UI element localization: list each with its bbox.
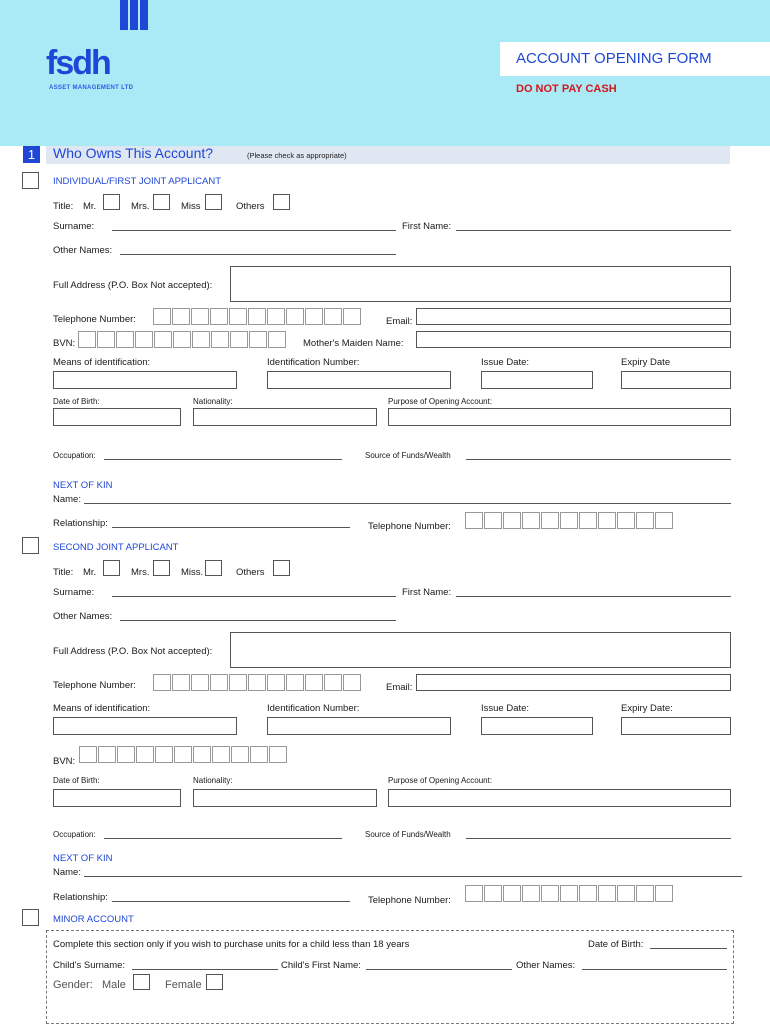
purpose-field[interactable]: [388, 408, 731, 426]
nationality-label-2: Nationality:: [193, 776, 233, 785]
section-title: Who Owns This Account?: [53, 145, 214, 161]
telephone-label: Telephone Number:: [53, 314, 136, 325]
email-label: Email:: [386, 316, 413, 327]
section-number: 1: [23, 146, 40, 163]
nok-name-label: Name:: [53, 494, 81, 505]
dob-field[interactable]: [53, 408, 181, 426]
dob-label-2: Date of Birth:: [53, 776, 100, 785]
minor-dob-field[interactable]: [650, 948, 727, 949]
minor-dob-label: Date of Birth:: [588, 939, 644, 950]
relationship-label-2: Relationship:: [53, 892, 108, 903]
expiry-date-field-2[interactable]: [621, 717, 731, 735]
nationality-field[interactable]: [193, 408, 377, 426]
id-number-field[interactable]: [267, 371, 451, 389]
source-of-funds-label: Source of Funds/Wealth: [365, 451, 451, 460]
title-miss-label: Miss: [181, 201, 201, 212]
surname-field[interactable]: [112, 230, 396, 231]
first-name-field-2[interactable]: [456, 596, 731, 597]
nationality-field-2[interactable]: [193, 789, 377, 807]
title-others-checkbox[interactable]: [273, 194, 290, 210]
minor-account-heading: MINOR ACCOUNT: [53, 914, 134, 925]
child-surname-field[interactable]: [132, 969, 278, 970]
child-first-name-field[interactable]: [366, 969, 512, 970]
gender-female-checkbox[interactable]: [206, 974, 223, 990]
dob-field-2[interactable]: [53, 789, 181, 807]
first-applicant-heading: INDIVIDUAL/FIRST JOINT APPLICANT: [53, 176, 222, 187]
address-label: Full Address (P.O. Box Not accepted):: [53, 280, 213, 291]
expiry-date-field[interactable]: [621, 371, 731, 389]
other-names-field-2[interactable]: [120, 620, 396, 621]
child-surname-label: Child's Surname:: [53, 960, 126, 971]
dob-label: Date of Birth:: [53, 397, 100, 406]
email-field[interactable]: [416, 308, 731, 325]
second-applicant-heading: SECOND JOINT APPLICANT: [53, 542, 179, 553]
means-id-field-2[interactable]: [53, 717, 237, 735]
address-field-2[interactable]: [230, 632, 731, 668]
title-label: Title:: [53, 201, 74, 212]
occupation-field[interactable]: [104, 459, 342, 460]
relationship-field[interactable]: [112, 527, 350, 528]
purpose-label-2: Purpose of Opening Account:: [388, 776, 493, 785]
title-mr-checkbox-2[interactable]: [103, 560, 120, 576]
bvn-cells[interactable]: [78, 331, 287, 348]
title-mrs-checkbox-2[interactable]: [153, 560, 170, 576]
occupation-label: Occupation:: [53, 451, 96, 460]
telephone-cells[interactable]: [153, 308, 362, 325]
form-title: ACCOUNT OPENING FORM: [516, 50, 712, 67]
surname-label: Surname:: [53, 221, 95, 232]
surname-field-2[interactable]: [112, 596, 396, 597]
other-names-label-2: Other Names:: [53, 611, 113, 622]
maiden-name-label: Mother's Maiden Name:: [303, 338, 404, 349]
relationship-field-2[interactable]: [112, 901, 350, 902]
next-of-kin-heading: NEXT OF KIN: [53, 480, 113, 491]
relationship-label: Relationship:: [53, 518, 108, 529]
title-mr-label: Mr.: [83, 201, 97, 212]
child-first-name-label: Child's First Name:: [281, 960, 361, 971]
id-number-field-2[interactable]: [267, 717, 451, 735]
title-mr-label-2: Mr.: [83, 567, 97, 578]
occupation-label-2: Occupation:: [53, 830, 96, 839]
occupation-field-2[interactable]: [104, 838, 342, 839]
maiden-name-field[interactable]: [416, 331, 731, 348]
next-of-kin-heading-2: NEXT OF KIN: [53, 853, 113, 864]
means-id-label: Means of identification:: [53, 357, 151, 368]
title-mrs-label: Mrs.: [131, 201, 150, 212]
logo-subtitle: ASSET MANAGEMENT LTD: [49, 85, 134, 91]
gender-label: Gender:: [53, 979, 93, 991]
gender-male-label: Male: [102, 979, 126, 991]
minor-instruction: Complete this section only if you wish to purchase units for a child less than 18 years: [53, 939, 410, 950]
title-miss-label-2: Miss.: [181, 567, 204, 578]
id-number-label-2: Identification Number:: [267, 703, 360, 714]
telephone-label-2: Telephone Number:: [53, 680, 136, 691]
purpose-label: Purpose of Opening Account:: [388, 397, 493, 406]
title-miss-checkbox-2[interactable]: [205, 560, 222, 576]
other-names-label: Other Names:: [53, 245, 113, 256]
id-number-label: Identification Number:: [267, 357, 360, 368]
title-mrs-label-2: Mrs.: [131, 567, 150, 578]
nationality-label: Nationality:: [193, 397, 233, 406]
nok-name-field[interactable]: [84, 503, 731, 504]
title-miss-checkbox[interactable]: [205, 194, 222, 210]
second-applicant-checkbox[interactable]: [22, 537, 39, 554]
title-others-label-2: Others: [236, 567, 265, 578]
nok-name-field-2[interactable]: [84, 876, 742, 877]
issue-date-label-2: Issue Date:: [481, 703, 530, 714]
title-others-label: Others: [236, 201, 265, 212]
logo-text: fsdh: [46, 44, 110, 82]
first-name-field[interactable]: [456, 230, 731, 231]
source-of-funds-field-2[interactable]: [466, 838, 731, 839]
nok-telephone-label: Telephone Number:: [368, 521, 451, 532]
address-field[interactable]: [230, 266, 731, 302]
nok-telephone-cells-2[interactable]: [465, 885, 674, 902]
title-mr-checkbox[interactable]: [103, 194, 120, 210]
issue-date-field[interactable]: [481, 371, 593, 389]
gender-male-checkbox[interactable]: [133, 974, 150, 990]
nok-telephone-cells[interactable]: [465, 512, 674, 529]
company-logo: [46, 30, 146, 96]
first-name-label-2: First Name:: [402, 587, 452, 598]
bvn-cells-2[interactable]: [79, 746, 288, 763]
child-other-names-field[interactable]: [582, 969, 727, 970]
nok-name-label-2: Name:: [53, 867, 81, 878]
telephone-cells-2[interactable]: [153, 674, 362, 691]
source-of-funds-field[interactable]: [466, 459, 731, 460]
other-names-field[interactable]: [120, 254, 396, 255]
child-other-names-label: Other Names:: [516, 960, 576, 971]
email-label-2: Email:: [386, 682, 413, 693]
cash-warning: DO NOT PAY CASH: [516, 83, 617, 95]
means-id-field[interactable]: [53, 371, 237, 389]
gender-female-label: Female: [165, 979, 202, 991]
title-label-2: Title:: [53, 567, 74, 578]
purpose-field-2[interactable]: [388, 789, 731, 807]
issue-date-label: Issue Date:: [481, 357, 530, 368]
expiry-date-label-2: Expiry Date:: [621, 703, 673, 714]
issue-date-field-2[interactable]: [481, 717, 593, 735]
first-applicant-checkbox[interactable]: [22, 172, 39, 189]
bvn-label-2: BVN:: [53, 756, 76, 767]
bvn-label: BVN:: [53, 338, 76, 349]
address-label-2: Full Address (P.O. Box Not accepted):: [53, 646, 213, 657]
title-others-checkbox-2[interactable]: [273, 560, 290, 576]
title-mrs-checkbox[interactable]: [153, 194, 170, 210]
surname-label-2: Surname:: [53, 587, 95, 598]
section-note: (Please check as appropriate): [247, 151, 347, 160]
form-title-box: [500, 42, 770, 76]
first-name-label: First Name:: [402, 221, 452, 232]
nok-telephone-label-2: Telephone Number:: [368, 895, 451, 906]
source-of-funds-label-2: Source of Funds/Wealth: [365, 830, 451, 839]
email-field-2[interactable]: [416, 674, 731, 691]
means-id-label-2: Means of identification:: [53, 703, 151, 714]
minor-account-checkbox[interactable]: [22, 909, 39, 926]
expiry-date-label: Expiry Date: [621, 357, 671, 368]
